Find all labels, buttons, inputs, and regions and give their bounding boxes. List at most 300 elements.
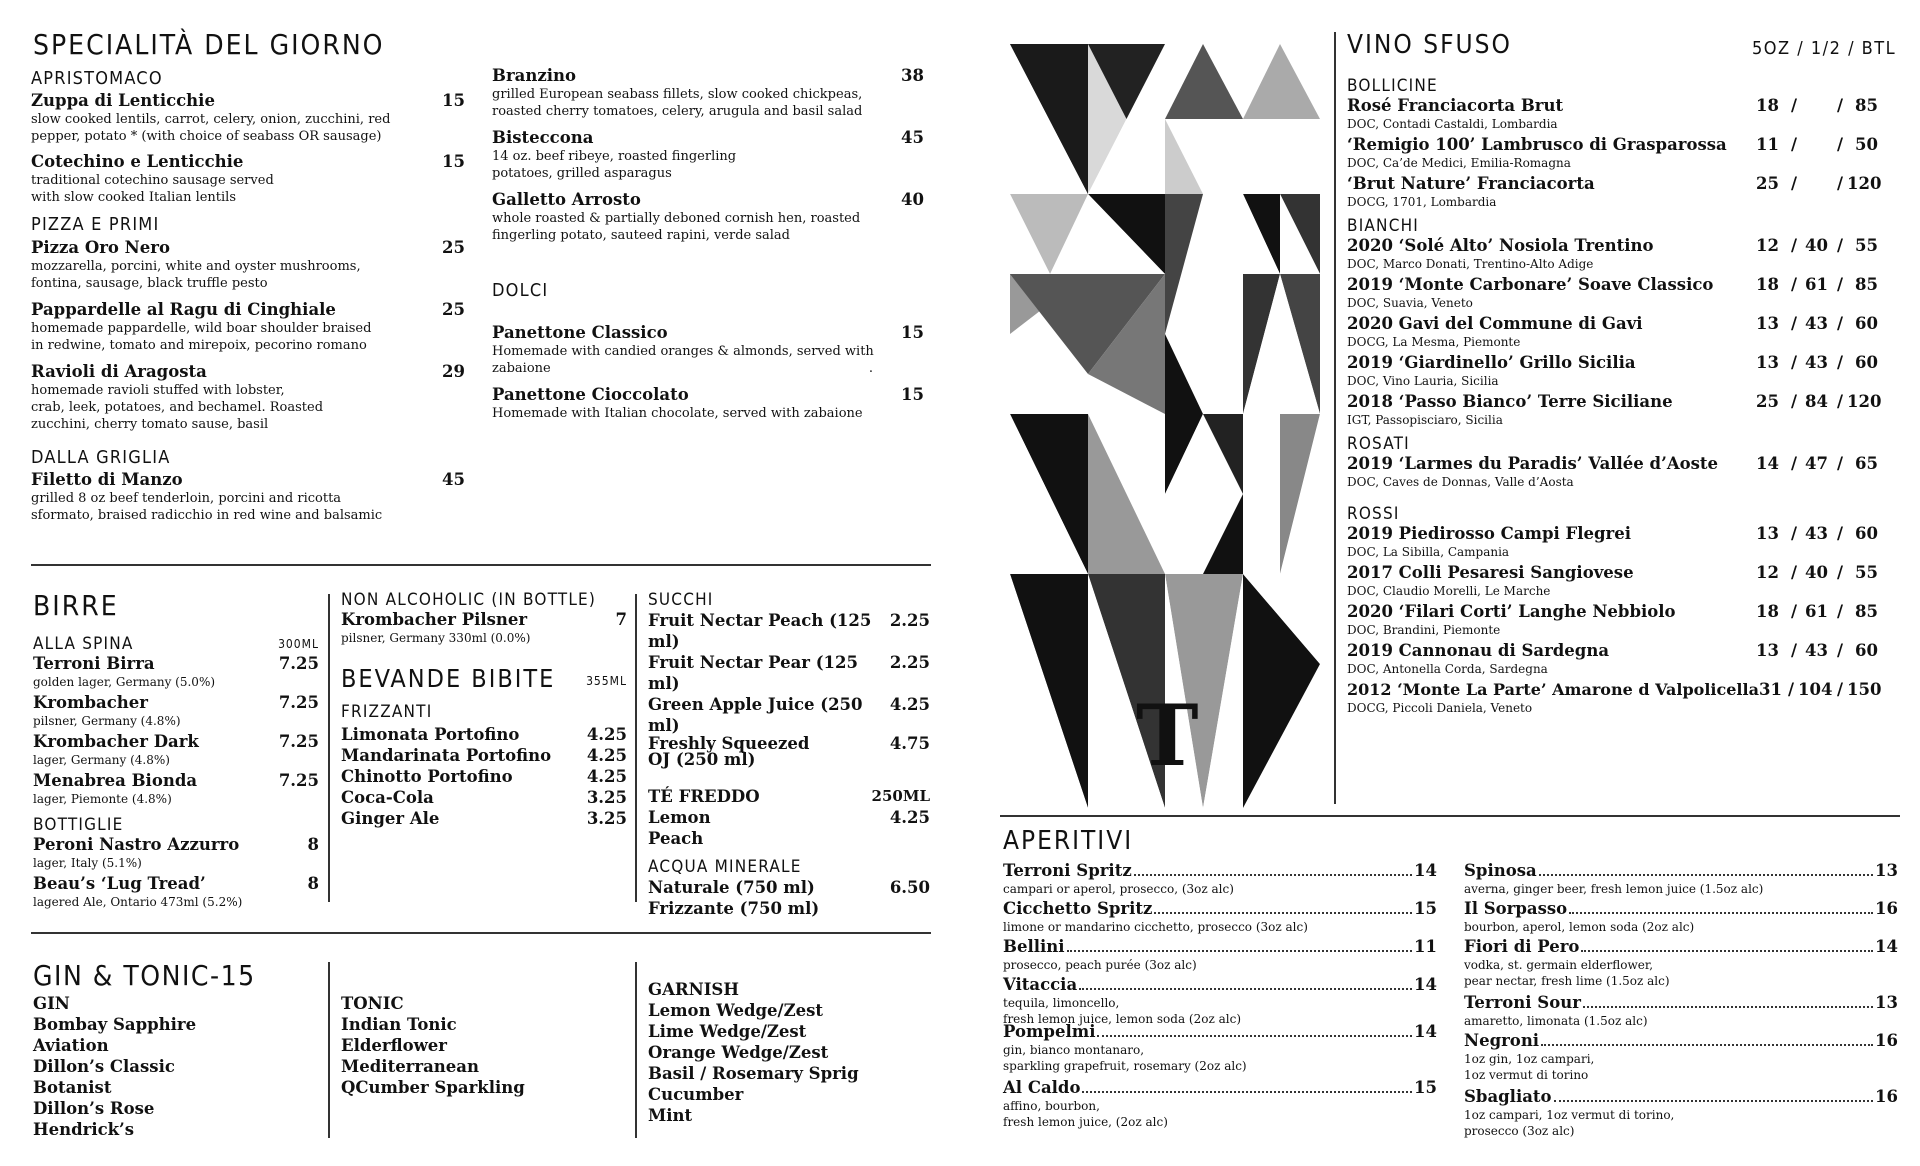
item-desc: homemade ravioli stuffed with lobster, — [31, 383, 285, 398]
item-price: 4.25 — [586, 725, 627, 744]
drink-row — [648, 752, 930, 768]
item-desc: fresh lemon juice, lemon soda (2oz alc) — [1003, 1012, 1241, 1026]
leader-dots — [1539, 874, 1873, 876]
item-name: Vitaccia — [1003, 975, 1078, 994]
leader-dots — [1097, 1035, 1412, 1037]
item-name: Panettone Cioccolato — [492, 385, 689, 404]
item-name: Pappardelle al Ragu di Cinghiale — [31, 300, 336, 319]
vino-units: 5OZ / 1/2 / BTL — [1752, 38, 1897, 59]
menu-item — [31, 362, 465, 447]
item-price: 8 — [307, 874, 319, 893]
wine-name: 2020 ‘Filari Corti’ Langhe Nebbiolo — [1347, 602, 1676, 621]
wine-item — [1347, 602, 1897, 641]
price-separator: / — [1837, 353, 1844, 372]
cocktail-item — [1003, 1022, 1437, 1078]
item-desc: mozzarella, porcini, white and oyster mushrooms, — [31, 259, 361, 274]
section-heading: APRISTOMACO — [31, 68, 163, 89]
cocktail-item — [1003, 899, 1437, 937]
vino-title: VINO SFUSO — [1347, 30, 1512, 60]
item-desc: bourbon, aperol, lemon soda (2oz alc) — [1464, 920, 1695, 934]
item-desc: limone or mandarino cicchetto, prosecco (3oz alc) — [1003, 920, 1308, 934]
leader-dots — [1569, 912, 1873, 914]
item-name: Al Caldo — [1003, 1078, 1081, 1097]
section-heading: SUCCHI — [648, 590, 714, 610]
drink-row — [648, 807, 930, 828]
leader-dots — [1079, 988, 1412, 990]
item-desc: prosecco, peach purée (3oz alc) — [1003, 958, 1197, 972]
item-name: Frizzante (750 ml) — [648, 899, 820, 918]
price-separator: / — [1837, 454, 1844, 473]
item-desc: 14 oz. beef ribeye, roasted fingerling — [492, 149, 737, 164]
item-name: Filetto di Manzo — [31, 470, 183, 489]
item-price: 7.25 — [278, 732, 319, 751]
beer-item — [33, 654, 319, 693]
item-desc: affino, bourbon, — [1003, 1099, 1100, 1113]
wine-item — [1347, 236, 1897, 275]
item-desc: pear nectar, fresh lime (1.5oz alc) — [1464, 974, 1670, 988]
wine-price-glass: 13 — [1756, 314, 1779, 333]
item-price: 4.75 — [889, 734, 930, 753]
list-item: QCumber Sparkling — [341, 1078, 525, 1097]
beer-item — [33, 732, 319, 771]
item-desc: lager, Piemonte (4.8%) — [33, 792, 172, 806]
price-separator: / — [1837, 135, 1844, 154]
item-name: Naturale (750 ml) — [648, 878, 815, 897]
item-name: Terroni Spritz — [1003, 861, 1132, 880]
price-separator: / — [1837, 392, 1844, 411]
wine-region: DOC, Vino Lauria, Sicilia — [1347, 374, 1499, 388]
list-item: Aviation — [33, 1036, 109, 1055]
logo-letter: T — [1136, 686, 1199, 785]
item-name: Peach — [648, 829, 704, 848]
beer-item — [33, 874, 319, 911]
wine-price-bottle: 55 — [1855, 563, 1878, 582]
item-name: Cicchetto Spritz — [1003, 899, 1153, 918]
wine-price-glass: 18 — [1756, 96, 1779, 115]
leader-dots — [1541, 1044, 1873, 1046]
item-price: 8 — [307, 835, 319, 854]
wine-price-half: 104 — [1798, 680, 1833, 699]
beer-item — [33, 771, 319, 815]
list-item: Elderflower — [341, 1036, 447, 1055]
item-price: 7.25 — [278, 693, 319, 712]
item-price: 4.25 — [889, 808, 930, 827]
wine-item — [1347, 174, 1897, 216]
wine-price-half: 43 — [1805, 314, 1828, 333]
wine-region: DOC, La Sibilla, Campania — [1347, 545, 1510, 559]
section-heading: ACQUA MINERALE — [648, 857, 802, 877]
item-desc: 1oz vermut di torino — [1464, 1068, 1589, 1082]
item-name: Pizza Oro Nero — [31, 238, 170, 257]
item-price: 45 — [442, 470, 465, 489]
item-name: Limonata Portofino — [341, 725, 520, 744]
item-desc: crab, leek, potatoes, and bechamel. Roasted — [31, 400, 324, 415]
price-separator: / — [1791, 96, 1798, 115]
birre-column — [33, 634, 319, 911]
item-name: Branzino — [492, 66, 576, 85]
specialita-right-column — [492, 66, 924, 422]
wine-price-glass: 14 — [1756, 454, 1779, 473]
drink-row — [341, 766, 627, 787]
drink-row — [648, 652, 930, 694]
drink-row — [648, 877, 930, 898]
divider — [1000, 815, 1900, 817]
cocktail-item — [1464, 993, 1898, 1031]
list-item: Basil / Rosemary Sprig — [648, 1064, 859, 1083]
item-desc: 1oz gin, 1oz campari, — [1464, 1052, 1595, 1066]
price-separator: / — [1837, 236, 1844, 255]
item-desc: lager, Italy (5.1%) — [33, 856, 142, 870]
nonalc-column — [341, 590, 627, 829]
wine-price-half: 84 — [1805, 392, 1828, 411]
section-heading: FRIZZANTI — [341, 702, 433, 722]
list-item: Mediterranean — [341, 1057, 479, 1076]
wine-group-heading: BIANCHI — [1347, 216, 1419, 236]
wine-price-half: 40 — [1805, 236, 1828, 255]
item-desc: pilsner, Germany (4.8%) — [33, 714, 181, 728]
price-separator: / — [1788, 680, 1795, 699]
list-item: Bombay Sapphire — [33, 1015, 197, 1034]
menu-item — [492, 323, 924, 385]
item-desc: roasted cherry tomatoes, celery, arugula and basil salad — [492, 104, 863, 119]
drink-row — [341, 745, 627, 766]
unit-label: 250ML — [871, 787, 930, 805]
wine-name: 2019 Cannonau di Sardegna — [1347, 641, 1610, 660]
item-name: Lemon — [648, 808, 711, 827]
leader-dots — [1067, 950, 1413, 952]
item-name: Fiori di Pero — [1464, 937, 1580, 956]
item-price: 16 — [1875, 1031, 1898, 1050]
divider — [635, 594, 637, 902]
item-name: Spinosa — [1464, 861, 1537, 880]
item-price: 45 — [901, 128, 924, 147]
wine-name: 2012 ‘Monte La Parte’ Amarone d Valpolicella — [1347, 680, 1759, 699]
wine-price-bottle: 65 — [1855, 454, 1878, 473]
item-desc: 1oz campari, 1oz vermut di torino, — [1464, 1108, 1675, 1122]
section-heading: BOTTIGLIE — [33, 815, 124, 835]
item-price: 25 — [442, 300, 465, 319]
wine-price-bottle: 120 — [1847, 392, 1882, 411]
item-price: 15 — [442, 152, 465, 171]
wine-price-glass: 13 — [1756, 641, 1779, 660]
price-separator: / — [1837, 275, 1844, 294]
item-name: Terroni Birra — [33, 654, 155, 673]
item-desc: homemade pappardelle, wild boar shoulder braised — [31, 321, 372, 336]
wine-price-glass: 25 — [1756, 174, 1779, 193]
wine-price-glass: 13 — [1756, 524, 1779, 543]
list-item: Orange Wedge/Zest — [648, 1043, 829, 1062]
wine-group-heading: ROSSI — [1347, 504, 1400, 524]
price-separator: / — [1791, 602, 1798, 621]
cocktail-item — [1464, 1087, 1898, 1139]
item-name: Panettone Classico — [492, 323, 668, 342]
price-separator: / — [1791, 275, 1798, 294]
wine-price-bottle: 60 — [1855, 353, 1878, 372]
list-heading: GARNISH — [648, 980, 739, 999]
item-price: 15 — [1414, 899, 1437, 918]
wine-region: DOCG, La Mesma, Piemonte — [1347, 335, 1521, 349]
item-name: Terroni Sour — [1464, 993, 1581, 1012]
list-item: Indian Tonic — [341, 1015, 457, 1034]
item-price: 3.25 — [586, 788, 627, 807]
item-desc: lager, Germany (4.8%) — [33, 753, 170, 767]
gin-list — [33, 993, 196, 1140]
item-price: 2.25 — [889, 653, 930, 672]
item-name: Freshly Squeezed — [648, 734, 810, 753]
item-desc: tequila, limoncello, — [1003, 996, 1120, 1010]
wine-item — [1347, 135, 1897, 174]
item-price: 7 — [615, 610, 627, 629]
price-separator: / — [1837, 96, 1844, 115]
wine-price-bottle: 55 — [1855, 236, 1878, 255]
specialita-title: SPECIALITÀ DEL GIORNO — [33, 28, 385, 61]
item-name: Negroni — [1464, 1031, 1540, 1050]
item-name: Zuppa di Lenticchie — [31, 91, 215, 110]
wine-region: IGT, Passopisciaro, Sicilia — [1347, 413, 1503, 427]
wine-price-half: 40 — [1805, 563, 1828, 582]
section-heading: DOLCI — [492, 280, 549, 301]
item-price: 7.25 — [278, 654, 319, 673]
leader-dots — [1581, 950, 1873, 952]
item-price: 14 — [1875, 937, 1898, 956]
item-price: 4.25 — [586, 746, 627, 765]
item-name: Beau’s ‘Lug Tread’ — [33, 874, 206, 893]
item-price: 2.25 — [889, 611, 930, 630]
wine-price-glass: 18 — [1756, 275, 1779, 294]
item-price: 13 — [1875, 993, 1898, 1012]
menu-item — [31, 152, 465, 214]
wine-region: DOC, Ca’de Medici, Emilia-Romagna — [1347, 156, 1571, 170]
item-price: 6.50 — [889, 878, 930, 897]
wine-region: DOCG, 1701, Lombardia — [1347, 195, 1497, 209]
wine-price-half: 43 — [1805, 641, 1828, 660]
wine-price-bottle: 85 — [1855, 275, 1878, 294]
menu-item — [492, 385, 924, 422]
item-desc: sparkling grapefruit, rosemary (2oz alc) — [1003, 1059, 1247, 1073]
item-price: 29 — [442, 362, 465, 381]
leader-dots — [1082, 1091, 1412, 1093]
wine-item — [1347, 641, 1897, 680]
menu-item — [492, 128, 924, 190]
item-price: 15 — [1414, 1078, 1437, 1097]
drink-row — [341, 724, 627, 745]
wine-item — [1347, 680, 1897, 719]
list-heading: GIN — [33, 994, 70, 1013]
item-name: Krombacher — [33, 693, 148, 712]
item-desc: Homemade with Italian chocolate, served with zabaione — [492, 406, 863, 421]
list-item: Mint — [648, 1106, 693, 1125]
list-item: Lemon Wedge/Zest — [648, 1001, 824, 1020]
item-name: Fruit Nectar Peach (125 ml) — [648, 611, 872, 651]
menu-item — [31, 91, 465, 152]
price-separator: / — [1791, 563, 1798, 582]
price-separator: / — [1791, 174, 1798, 193]
cocktail-item — [1464, 1031, 1898, 1087]
leader-dots — [1134, 874, 1412, 876]
item-price: 15 — [901, 323, 924, 342]
price-separator: / — [1837, 680, 1844, 699]
item-desc: potatoes, grilled asparagus — [492, 166, 672, 181]
list-heading: TONIC — [341, 994, 404, 1013]
item-desc: zucchini, cherry tomato sause, basil — [31, 417, 269, 432]
wine-price-glass: 18 — [1756, 602, 1779, 621]
item-desc: campari or aperol, prosecco, (3oz alc) — [1003, 882, 1234, 896]
divider — [635, 962, 637, 1138]
item-price: 14 — [1414, 861, 1437, 880]
item-desc: slow cooked lentils, carrot, celery, onion, zucchini, red — [31, 112, 391, 127]
aperitivi-right-column — [1464, 861, 1898, 1139]
wine-name: 2019 ‘Monte Carbonare’ Soave Classico — [1347, 275, 1714, 294]
item-name: Pompelmi — [1003, 1022, 1096, 1041]
wine-name: 2017 Colli Pesaresi Sangiovese — [1347, 563, 1634, 582]
item-name: Mandarinata Portofino — [341, 746, 552, 765]
item-price: 38 — [901, 66, 924, 85]
menu-item — [492, 66, 924, 128]
unit-label: 355ML — [586, 674, 627, 688]
item-price: 13 — [1875, 861, 1898, 880]
cocktail-item — [1003, 975, 1437, 1026]
cocktail-item — [1003, 1078, 1437, 1130]
item-name: Sbagliato — [1464, 1087, 1552, 1106]
wine-item — [1347, 563, 1897, 602]
drink-row — [341, 787, 627, 808]
section-heading: DALLA GRIGLIA — [31, 447, 171, 468]
item-desc: grilled European seabass fillets, slow cooked chickpeas, — [492, 87, 863, 102]
divider — [31, 564, 931, 566]
wine-name: 2019 ‘Giardinello’ Grillo Sicilia — [1347, 353, 1636, 372]
price-separator: / — [1837, 174, 1844, 193]
item-price: 14 — [1414, 1022, 1437, 1041]
item-name: Il Sorpasso — [1464, 899, 1568, 918]
birre-title: BIRRE — [33, 589, 119, 622]
wine-price-glass: 31 — [1759, 680, 1782, 699]
item-name: Cotechino e Lenticchie — [31, 152, 244, 171]
wine-price-bottle: 50 — [1855, 135, 1878, 154]
leader-dots — [1583, 1006, 1873, 1008]
wine-name: 2020 ‘Solé Alto’ Nosiola Trentino — [1347, 236, 1654, 255]
wine-price-bottle: 85 — [1855, 96, 1878, 115]
section-heading: ALLA SPINA — [33, 634, 134, 654]
wine-item — [1347, 314, 1897, 353]
item-price: 11 — [1414, 937, 1437, 956]
item-price: 3.25 — [586, 809, 627, 828]
menu-item — [492, 190, 924, 280]
item-desc: golden lager, Germany (5.0%) — [33, 675, 216, 689]
item-desc: traditional cotechino sausage served — [31, 173, 274, 188]
item-name: Galletto Arrosto — [492, 190, 641, 209]
price-separator: / — [1837, 314, 1844, 333]
section-heading: PIZZA E PRIMI — [31, 214, 160, 235]
wine-price-half: 43 — [1805, 524, 1828, 543]
wine-region: DOC, Marco Donati, Trentino-Alto Adige — [1347, 257, 1594, 271]
wine-region: DOC, Brandini, Piemonte — [1347, 623, 1501, 637]
wine-region: DOC, Claudio Morelli, Le Marche — [1347, 584, 1551, 598]
item-desc: vodka, st. germain elderflower, — [1464, 958, 1654, 972]
item-name: Krombacher Pilsner — [341, 610, 528, 629]
wine-region: DOC, Antonella Corda, Sardegna — [1347, 662, 1548, 676]
wine-name: 2020 Gavi del Commune di Gavi — [1347, 314, 1643, 333]
bevande-title: BEVANDE BIBITE — [341, 664, 556, 693]
item-desc: pilsner, Germany 330ml (0.0%) — [341, 631, 531, 645]
item-name: Bellini — [1003, 937, 1065, 956]
divider — [328, 962, 330, 1138]
wine-price-glass: 11 — [1756, 135, 1779, 154]
cocktail-item — [1003, 937, 1437, 975]
price-separator: / — [1791, 641, 1798, 660]
cocktail-item — [1464, 861, 1898, 899]
wine-item — [1347, 454, 1897, 504]
divider — [328, 594, 330, 902]
item-desc: amaretto, limonata (1.5oz alc) — [1464, 1014, 1648, 1028]
item-name: Bisteccona — [492, 128, 594, 147]
item-price: 4.25 — [889, 695, 930, 714]
wine-name: Rosé Franciacorta Brut — [1347, 96, 1564, 115]
list-item: Dillon’s Rose — [33, 1099, 155, 1118]
item-price: 25 — [442, 238, 465, 257]
divider — [1334, 32, 1336, 804]
specialita-left-column — [31, 68, 465, 524]
item-desc: pepper, potato * (with choice of seabass OR sausage) — [31, 129, 382, 144]
price-separator: / — [1837, 641, 1844, 660]
wine-price-bottle: 120 — [1847, 174, 1882, 193]
menu-item — [31, 238, 465, 300]
price-separator: / — [1837, 524, 1844, 543]
leader-dots — [1154, 912, 1412, 914]
wine-item — [1347, 353, 1897, 392]
cocktail-item — [1464, 937, 1898, 993]
list-item: Cucumber — [648, 1085, 744, 1104]
list-item: Botanist — [33, 1078, 112, 1097]
price-separator: / — [1837, 602, 1844, 621]
drink-row — [648, 828, 930, 849]
cocktail-item — [1003, 861, 1437, 899]
wine-item — [1347, 392, 1897, 434]
item-price: 4.25 — [586, 767, 627, 786]
item-name: Fruit Nectar Pear (125 ml) — [648, 653, 858, 693]
wine-region: DOCG, Piccoli Daniela, Veneto — [1347, 701, 1533, 715]
price-separator: / — [1791, 392, 1798, 411]
wine-price-bottle: 60 — [1855, 641, 1878, 660]
item-name: OJ (250 ml) — [648, 750, 756, 769]
item-name: Krombacher Dark — [33, 732, 199, 751]
wine-price-bottle: 60 — [1855, 314, 1878, 333]
menu-item — [31, 300, 465, 362]
wine-name: ‘Brut Nature’ Franciacorta — [1347, 174, 1595, 193]
section-heading: TÉ FREDDO — [648, 787, 760, 806]
gin-tonic-title: GIN & TONIC-15 — [33, 959, 256, 992]
drink-row — [341, 808, 627, 829]
price-separator: / — [1791, 236, 1798, 255]
beer-item — [33, 693, 319, 732]
beer-item — [33, 835, 319, 874]
item-name: Green Apple Juice (250 ml) — [648, 695, 863, 735]
wine-price-half: 61 — [1805, 602, 1828, 621]
wine-price-bottle: 85 — [1855, 602, 1878, 621]
wine-item — [1347, 524, 1897, 563]
item-name: Peroni Nastro Azzurro — [33, 835, 240, 854]
price-separator: / — [1791, 135, 1798, 154]
drink-row — [648, 610, 930, 652]
wine-price-bottle: 60 — [1855, 524, 1878, 543]
item-desc: zabaione . — [492, 361, 874, 376]
wine-region: DOC, Suavia, Veneto — [1347, 296, 1473, 310]
item-price: 7.25 — [278, 771, 319, 790]
wine-price-glass: 12 — [1756, 563, 1779, 582]
item-name: Menabrea Bionda — [33, 771, 198, 790]
list-item: Lime Wedge/Zest — [648, 1022, 807, 1041]
drink-item — [341, 610, 627, 664]
item-price: 15 — [442, 91, 465, 110]
